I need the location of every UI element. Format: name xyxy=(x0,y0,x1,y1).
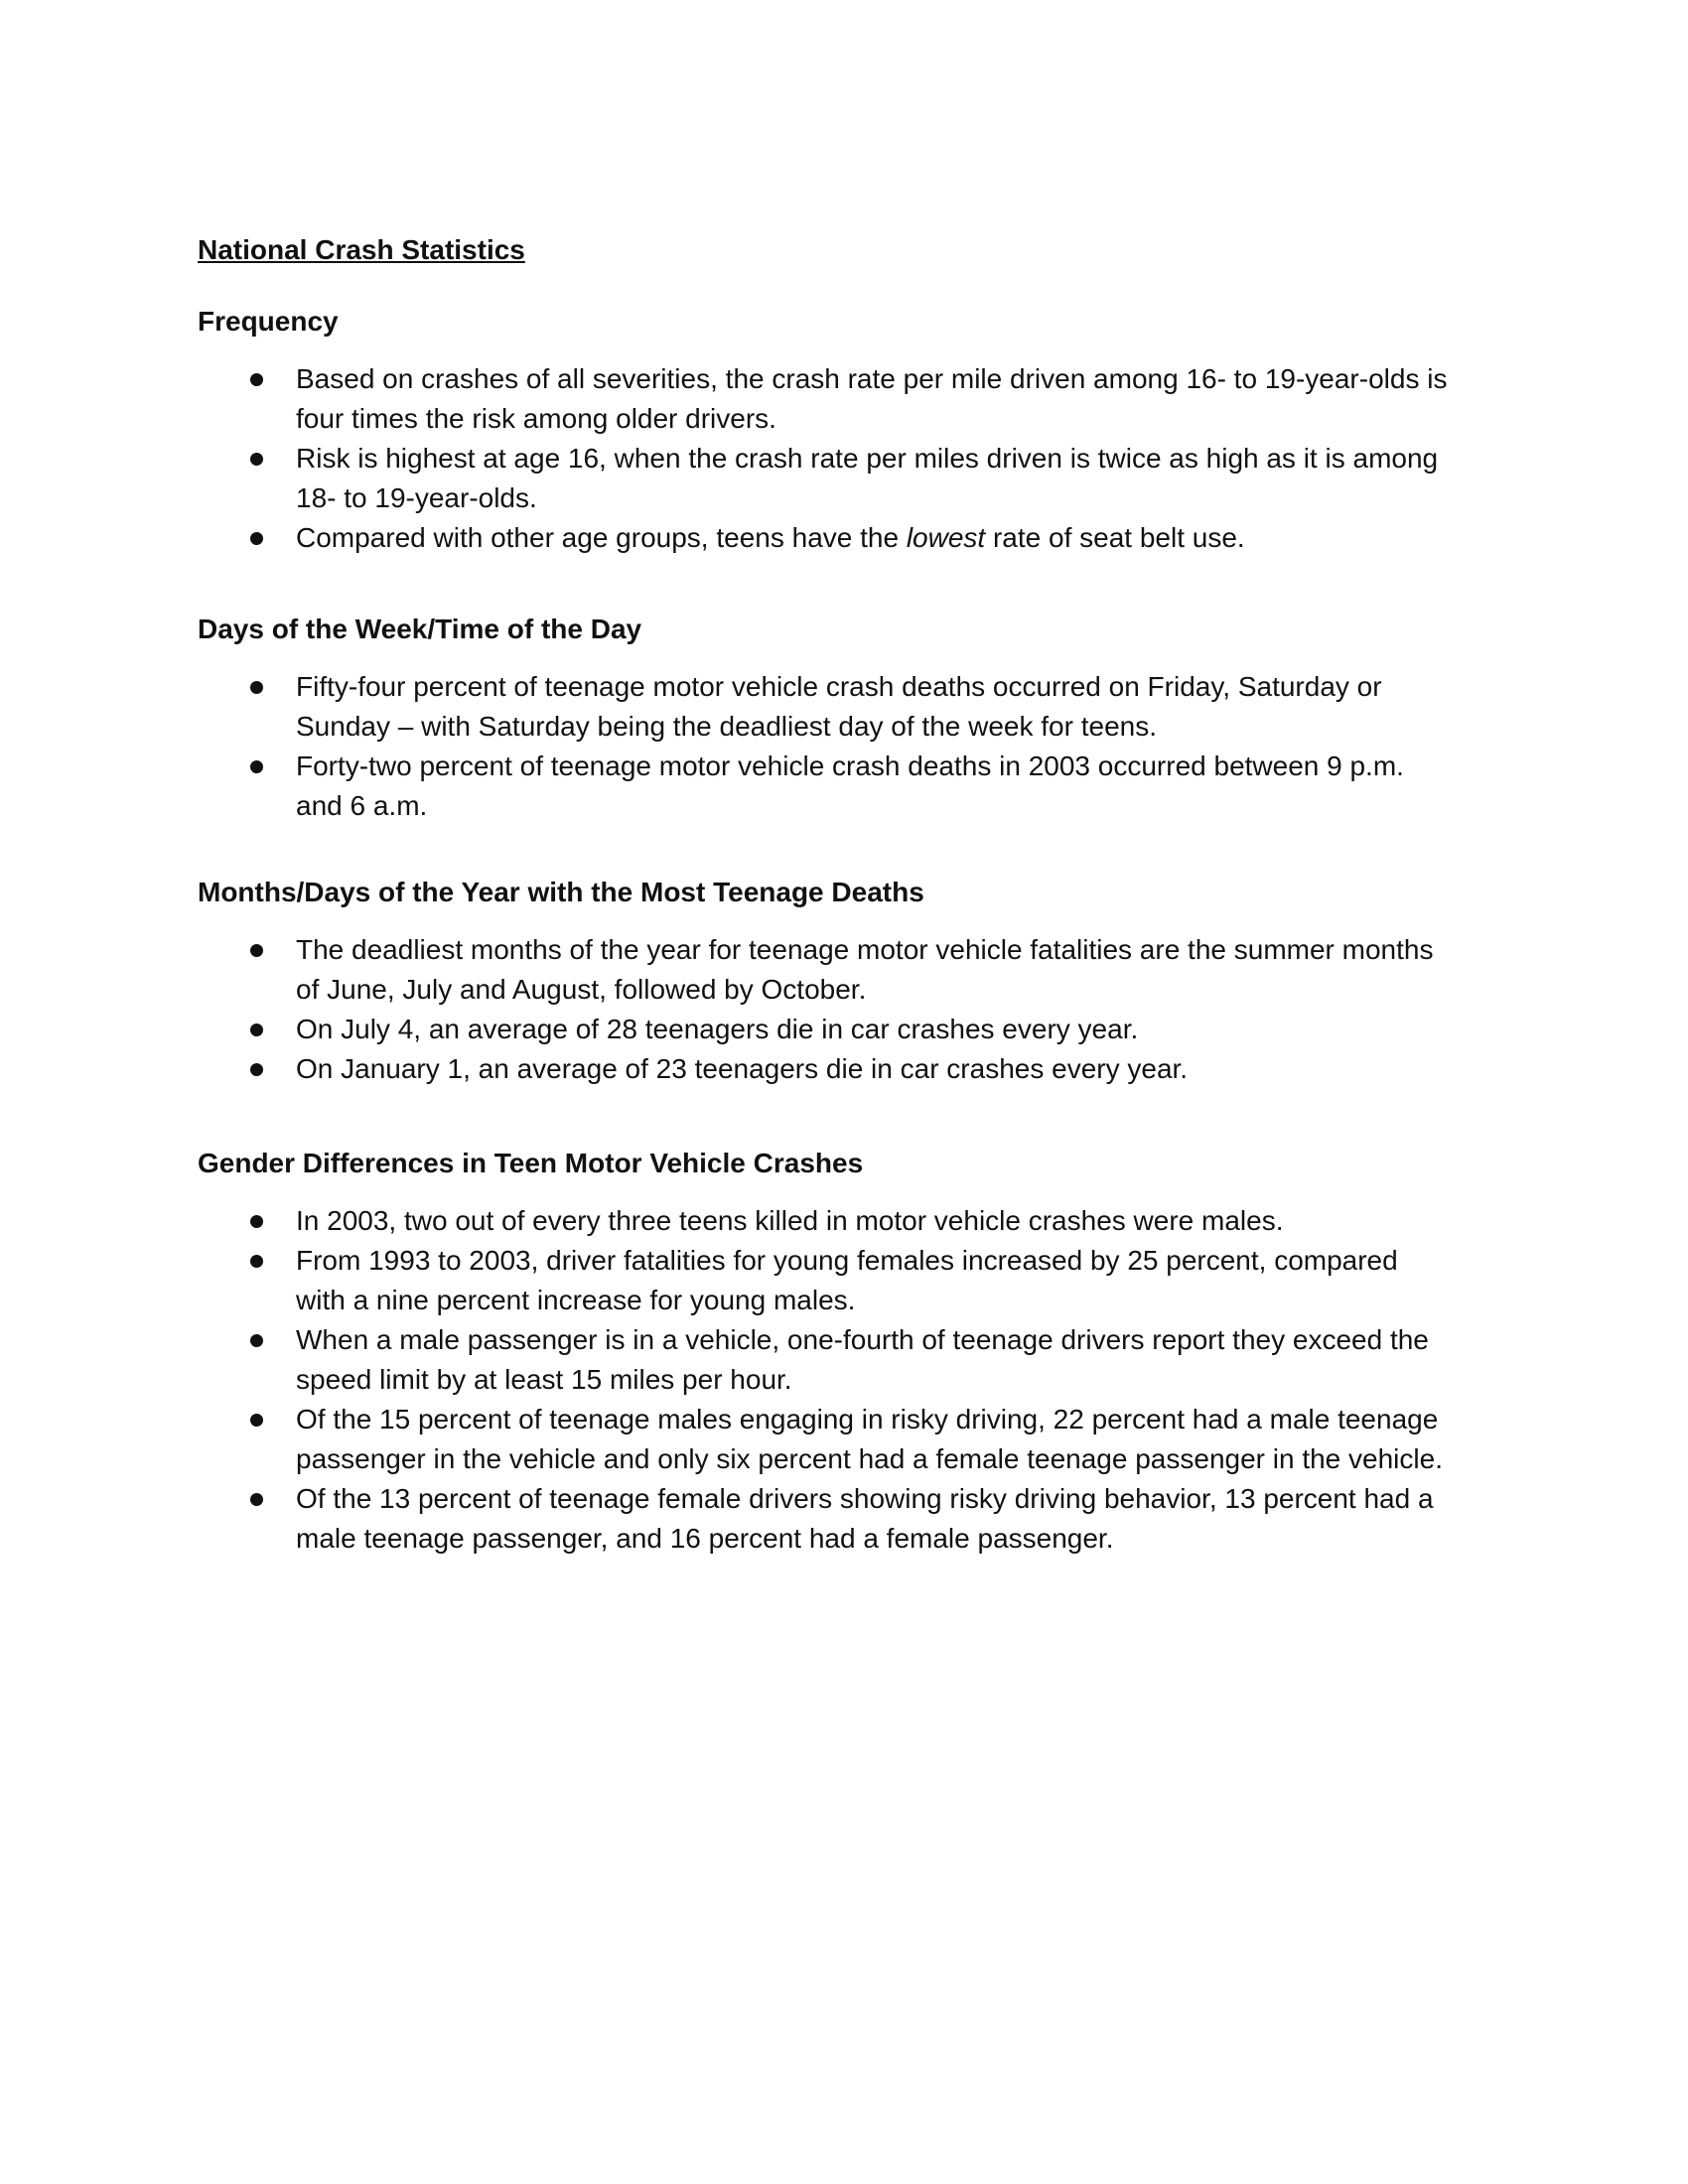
bullet-icon xyxy=(250,1414,263,1427)
list-item xyxy=(198,1049,1448,1089)
bullet-icon xyxy=(250,1493,263,1506)
section-heading: Frequency xyxy=(198,306,339,337)
list-item xyxy=(198,667,1448,747)
bullet-icon xyxy=(250,1255,263,1268)
list-item xyxy=(198,359,1448,439)
list-item-text: On July 4, an average of 28 teenagers die in car crashes every year. xyxy=(296,1014,1139,1044)
section-gender-differences xyxy=(198,1145,1478,1559)
list-item xyxy=(198,747,1448,826)
bullet-icon xyxy=(250,1024,263,1036)
list-item-text-after: rate of seat belt use. xyxy=(985,522,1245,553)
section-frequency xyxy=(198,303,1478,558)
list-item xyxy=(198,1400,1448,1479)
list-item xyxy=(198,1201,1448,1241)
bullet-icon xyxy=(250,760,263,773)
bullet-icon xyxy=(250,532,263,545)
bullet-list xyxy=(198,1201,1478,1559)
section-heading: Months/Days of the Year with the Most Teenage Deaths xyxy=(198,877,924,907)
bullet-icon xyxy=(250,373,263,386)
list-item-text: The deadliest months of the year for teenage motor vehicle fatalities are the summer months of June, July and August, followed by October. xyxy=(296,934,1434,1005)
list-item-text: When a male passenger is in a vehicle, one-fourth of teenage drivers report they exceed the speed limit by at least 15 miles per hour. xyxy=(296,1324,1429,1395)
list-item-text: On January 1, an average of 23 teenagers die in car crashes every year. xyxy=(296,1053,1189,1084)
section-heading: Gender Differences in Teen Motor Vehicle Crashes xyxy=(198,1148,864,1178)
list-item xyxy=(198,439,1448,518)
list-item xyxy=(198,1479,1448,1559)
section-days-of-week xyxy=(198,611,1478,826)
list-item-text: Forty-two percent of teenage motor vehicle crash deaths in 2003 occurred between 9 p.m. and 6 a.m. xyxy=(296,751,1404,821)
list-item-text: Fifty-four percent of teenage motor vehicle crash deaths occurred on Friday, Saturday or Sunday – with Saturday being the deadliest day of the week for teens. xyxy=(296,671,1382,742)
list-item xyxy=(198,1241,1448,1320)
list-item-text: Risk is highest at age 16, when the crash rate per miles driven is twice as high as it is among 18- to 19-year-olds. xyxy=(296,443,1439,513)
list-item-text: Of the 15 percent of teenage males engaging in risky driving, 22 percent had a male teenage passenger in the vehicle and only six percent had a female teenage passenger in the vehicle. xyxy=(296,1404,1443,1474)
list-item-text-before: Compared with other age groups, teens have the xyxy=(296,522,907,553)
list-item-text: Of the 13 percent of teenage female drivers showing risky driving behavior, 13 percent had a male teenage passenger, and 16 percent had a female passenger. xyxy=(296,1483,1434,1554)
list-item xyxy=(198,1320,1448,1400)
list-item-emphasis: lowest xyxy=(906,522,986,553)
bullet-icon xyxy=(250,453,263,466)
bullet-list xyxy=(198,930,1478,1089)
list-item xyxy=(198,518,1448,558)
section-heading: Days of the Week/Time of the Day xyxy=(198,614,642,644)
bullet-list xyxy=(198,359,1478,558)
bullet-icon xyxy=(250,1334,263,1347)
bullet-icon xyxy=(250,1215,263,1228)
bullet-list xyxy=(198,667,1478,826)
section-months-days xyxy=(198,874,1478,1089)
list-item-text: In 2003, two out of every three teens killed in motor vehicle crashes were males. xyxy=(296,1205,1284,1236)
list-item xyxy=(198,1010,1448,1049)
bullet-icon xyxy=(250,1063,263,1076)
list-item-text: Based on crashes of all severities, the crash rate per mile driven among 16- to 19-year-olds is four times the risk among older drivers. xyxy=(296,363,1448,434)
list-item xyxy=(198,930,1448,1010)
list-item-text: From 1993 to 2003, driver fatalities for young females increased by 25 percent, compared with a nine percent increase for young males. xyxy=(296,1245,1398,1315)
bullet-icon xyxy=(250,944,263,957)
document-title: National Crash Statistics xyxy=(198,234,525,265)
bullet-icon xyxy=(250,681,263,694)
